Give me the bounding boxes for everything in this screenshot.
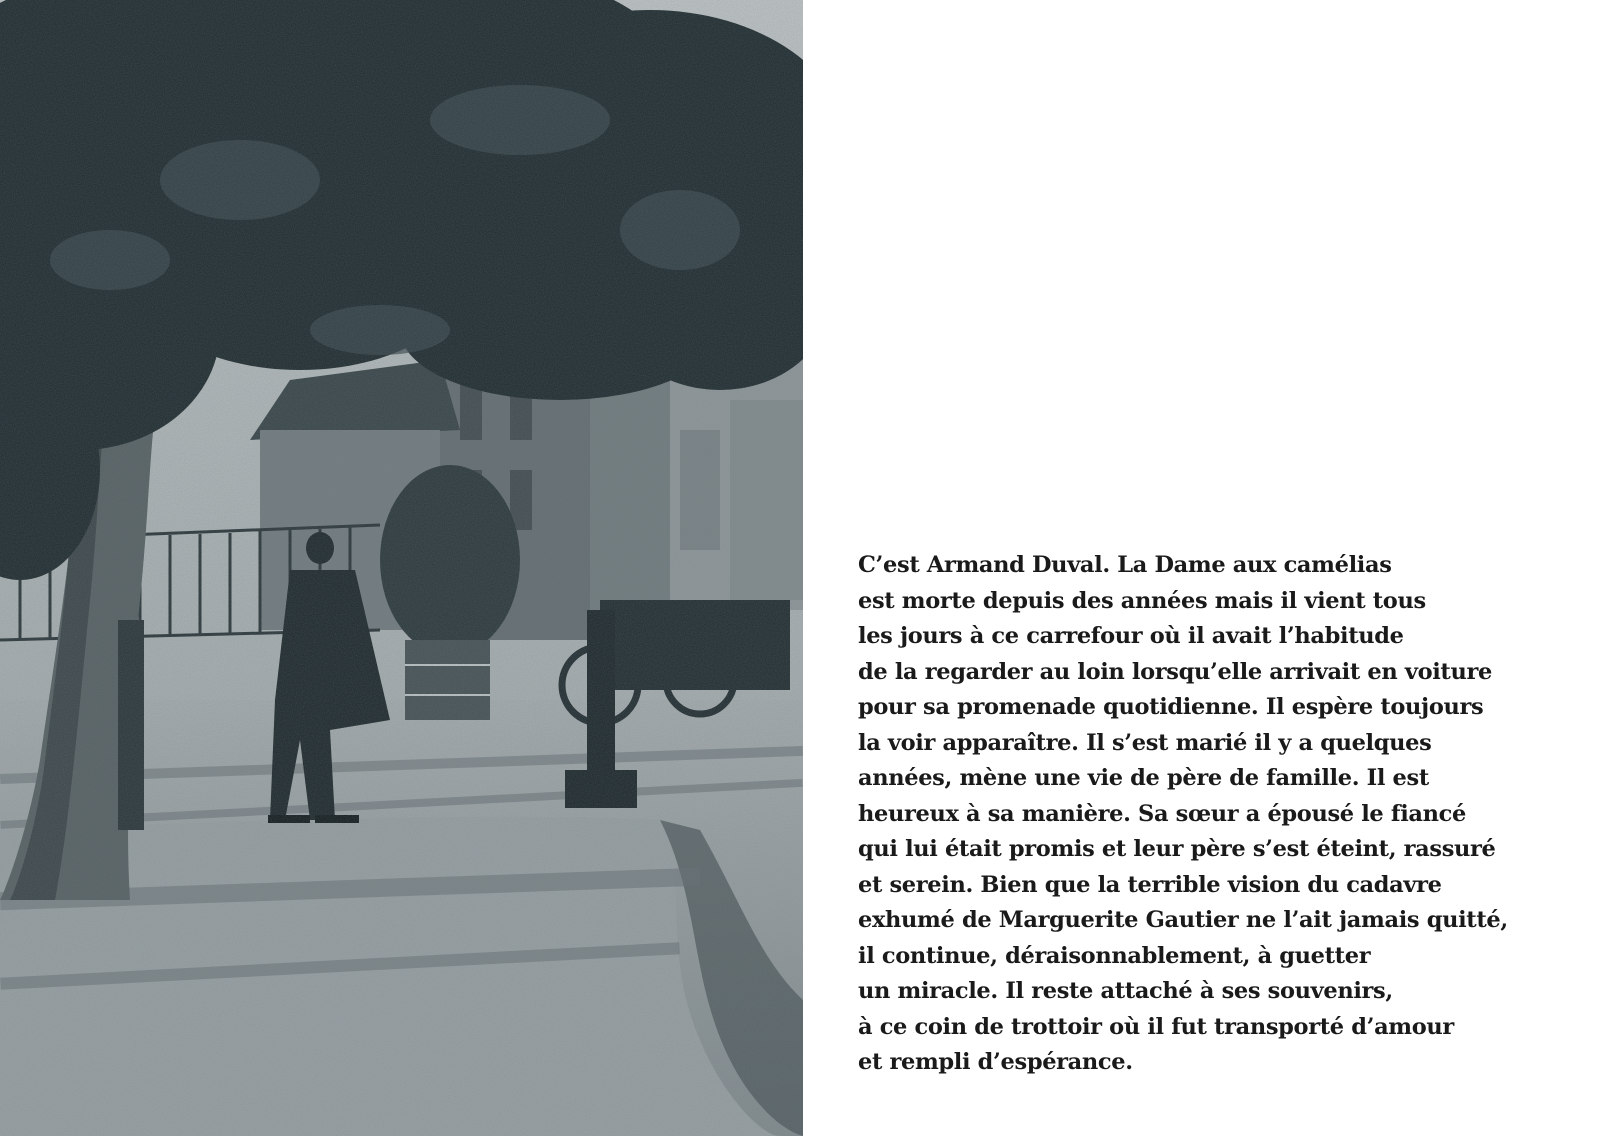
passage-line: un miracle. Il reste attaché à ses souvenirs,	[858, 978, 1393, 1004]
passage-line: et serein. Bien que la terrible vision du cadavre	[858, 871, 1442, 898]
passage-line: les jours à ce carrefour où il avait l’habitude	[858, 623, 1404, 649]
passage-line: heureux à sa manière. Sa sœur a épousé le fiancé	[858, 800, 1466, 827]
passage-line: de la regarder au loin lorsqu’elle arrivait en voiture	[858, 658, 1492, 685]
passage-line: qui lui était promis et leur père s’est éteint, rassuré	[858, 836, 1496, 862]
passage-line: années, mène une vie de père de famille. Il est	[858, 765, 1429, 791]
passage-line: il continue, déraisonnablement, à guetter	[858, 942, 1371, 969]
passage-line: C’est Armand Duval. La Dame aux camélias	[858, 552, 1392, 578]
passage-line: exhumé de Marguerite Gautier ne l’ait jamais quitté,	[858, 907, 1508, 933]
passage-line: est morte depuis des années mais il vient tous	[858, 587, 1426, 614]
narrative-passage	[858, 548, 1578, 1081]
passage-line: à ce coin de trottoir où il fut transporté d’amour	[858, 1013, 1454, 1040]
text-page	[803, 0, 1600, 1136]
passage-line: la voir apparaître. Il s’est marié il y a quelques	[858, 729, 1432, 756]
passage-line: et rempli d’espérance.	[858, 1049, 1133, 1075]
passage-line: pour sa promenade quotidienne. Il espère toujours	[858, 694, 1484, 720]
